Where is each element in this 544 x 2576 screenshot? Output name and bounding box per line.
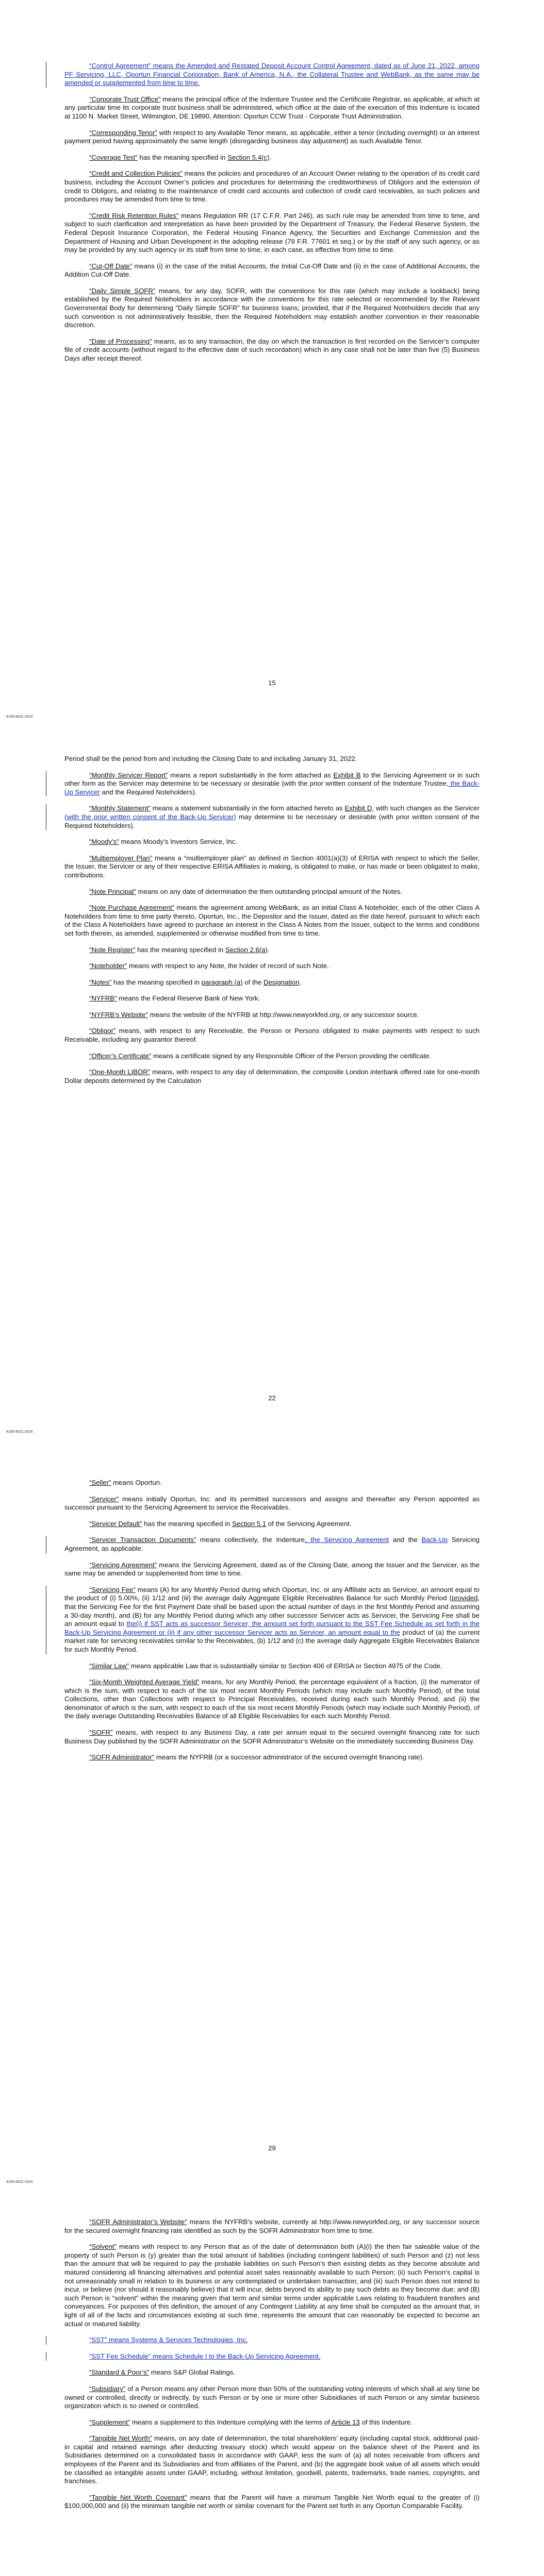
defined-term: “Coverage Test” — [89, 153, 138, 161]
defined-term: “Note Register” — [89, 945, 136, 954]
definition-text: means collectively, the Indenture — [196, 1536, 305, 1544]
cross-reference: Exhibit B — [333, 771, 361, 779]
cross-reference: Article 13 — [331, 2418, 360, 2426]
definition-paragraph — [64, 1520, 480, 1529]
definition-text: means a certificate signed by any Responsible Officer of the Person providing the certificate. — [151, 1052, 432, 1060]
definition-text: means the principal office of the Indenture Trustee and the Certificate Registrar, as applicable, at which at any particular time its corporate trust business shall be administered, which office at the date of the execution of this Indenture is located at 1100 N. Market Street, Wilmington, DE 19890, Attention: Oportun CCW Trust - Corporate Trust Administration. — [64, 95, 480, 120]
defined-term: “Standard & Poor’s” — [89, 2368, 150, 2377]
definition-paragraph — [64, 129, 480, 146]
defined-term: “Servicing Agreement” — [89, 1561, 157, 1569]
document-code: 4165-8021-2024 — [6, 715, 33, 719]
definition-paragraph — [64, 1586, 480, 1654]
defined-term: “SOFR” — [89, 1728, 113, 1737]
definition-text: means with respect to any Person that as of the date of determination both (A)(i) the then fair saleable value of the property of such Person is (y) greater than the total amount of liabilities (including contingent liabilities) of such Person and (z) not less than the amount that will be required to pay the probable liabilities on such Person’s then existing debts as they become absolute and matured considering all financing alternatives and potential asset sales reasonably available to such Person; (ii) such Person’s capital is not unreasonably small in relation to its business or any contemplated or undertaken transaction; and (iii) such Person does not intend to incur, or believe (nor should it reasonably believe) that it will incur, debts beyond its ability to pay such debts as they become due; and (B) such Person is “solvent” within the meaning given that term and similar terms under applicable Laws relating to fraudulent transfers and conveyances. For purposes of this definition, the amount of any Contingent Liability at any time shall be computed as the amount that, in light of all of the facts and circumstances existing at such time, represents the amount that can reasonably be expected to become an actual or matured liability. — [64, 2243, 480, 2328]
defined-term: “Corporate Trust Office” — [89, 95, 161, 103]
document-code: 4165-8021-2024 — [6, 1430, 33, 1434]
definition-paragraph — [64, 212, 480, 255]
defined-term: “Servicing Fee” — [89, 1585, 136, 1594]
document-page-15 — [0, 62, 544, 719]
definition-text: means the policies and procedures of an Account Owner relating to the operation of its credit card business, including the Account Owner’s policies and procedures for determining the creditworthiness of Obligors and the extension of credit to Obligors, and relating to the maintenance of credit card accounts and collection of credit card receivables, as such policies and procedures may be amended from time to time. — [64, 170, 480, 204]
definition-paragraph — [64, 946, 480, 955]
definition-text: and the — [389, 1536, 422, 1544]
definition-paragraph — [64, 337, 480, 363]
defined-term: “Moody’s” — [89, 838, 119, 846]
definition-text: has the meaning specified in — [142, 1519, 233, 1528]
definition-text: means the NYFRB’s website, currently at http://www.newyorkfed.org, or any successor source for the secured overnight financing rate identified as such by the SOFR Administrator from time to time. — [64, 2218, 480, 2234]
definition-text: means, for any day, SOFR, with the conventions for this rate (which may include a lookback) being established by the Required Noteholders in accordance with the conventions for this rate selected or recommended by the Relevant Governmental Body for determining “Daily Simple SOFR” for business loans; provided, that if the Required Noteholders decide that any such convention is not administratively feasible, then the Required Noteholders may establish another convention in their reasonable discretion. — [64, 286, 480, 329]
definition-paragraph — [64, 1052, 480, 1061]
defined-term: “Servicer Default” — [89, 1519, 142, 1528]
definition-paragraph — [64, 962, 480, 971]
defined-term: “Servicer Transaction Documents” — [89, 1536, 196, 1544]
defined-term: “Tangible Net Worth Covenant” — [89, 2493, 187, 2501]
defined-term: “Date of Processing” — [89, 337, 152, 345]
definition-paragraph — [64, 2418, 480, 2427]
definition-paragraph — [64, 1728, 480, 1745]
defined-term: “Officer’s Certificate” — [89, 1052, 152, 1060]
definition-text: means S&P Global Ratings. — [149, 2368, 235, 2377]
defined-term: “Seller” — [89, 1479, 111, 1486]
definition-text: means that the Parent will have a minimum Tangible Net Worth equal to the greater of (i) $100,000,000 and (ii) the minimum tangible net worth or similar covenant for the Parent set forth in any Oportun Comparable Facility. — [64, 2493, 480, 2510]
defined-term: “Six-Month Weighted Average Yield” — [89, 1678, 200, 1686]
cross-reference: Exhibit D — [344, 804, 372, 812]
inserted-text: , the Back-Up Servicer — [64, 779, 480, 796]
definition-text: has the meaning specified in — [135, 945, 225, 954]
inserted-text: “Control Agreement” means the Amended and Restated Deposit Account Control Agreement, dated as of June 21, 2022, among PF Servicing, LLC, Oportun Financial Corporation, Bank of America, N.A., the Collateral Trustee and WebBank, as the same may be amended or supplemented from time to time. — [64, 62, 480, 87]
defined-term: “Obligor” — [89, 1027, 116, 1035]
defined-term: “Supplement” — [89, 2418, 130, 2426]
definition-text: of a Person means any other Person more than 50% of the outstanding voting interests of which shall at any time be owned or controlled, directly or indirectly, by such Person or by one or more other Subsidiaries of such Person or any similar business organization which is so owned or controlled. — [64, 2384, 480, 2410]
definition-text: means initially Oportun, Inc. and its permitted successors and assigns and thereafter any Person appointed as successor pursuant to the Servicing Agreement to service the Receivables. — [64, 1495, 480, 1512]
inserted-text: , the Servicing Agreement — [305, 1536, 389, 1544]
definition-paragraph — [64, 287, 480, 330]
definition-paragraph — [64, 154, 480, 162]
definition-text: means on any date of determination the then outstanding principal amount of the Notes. — [136, 887, 402, 895]
definition-paragraph — [64, 170, 480, 204]
document-page-29 — [0, 1479, 544, 2172]
defined-term: “Tangible Net Worth” — [89, 2434, 152, 2443]
definition-text: means the NYFRB (or a successor administrator of the secured overnight financing rate). — [154, 1753, 424, 1761]
definition-paragraph — [64, 994, 480, 1003]
definition-text: means a report substantially in the form attached as — [168, 771, 334, 779]
defined-term: “Note Purchase Agreement” — [89, 904, 174, 912]
defined-term: “Noteholder” — [89, 962, 127, 970]
definition-paragraph — [64, 2434, 480, 2486]
definition-text: has the meaning specified in — [111, 978, 202, 986]
defined-term: “NYFRB” — [89, 994, 117, 1003]
inserted-text: (with the prior written consent of the Back-Up Servicer) — [64, 812, 236, 821]
definition-text: means (A) for any Monthly Period during which Oportun, Inc. or any Affiliate acts as Servicer, an amount equal to the product of (i) 5.00%, (ii) 1/12 and (iii) the average daily Aggregate Eligible Receivables Balance for such Monthly Period ( — [64, 1585, 480, 1602]
defined-term: “Notes” — [89, 978, 112, 986]
definition-text: Period shall be the period from and including the Closing Date to and including January 31, 2022. — [64, 755, 357, 762]
definition-paragraph — [64, 2385, 480, 2411]
definition-text: means the Servicing Agreement, dated as of the Closing Date, among the Issuer and the Servicer, as the same may be amended or supplemented from time to time. — [64, 1561, 480, 1578]
definition-paragraph — [64, 1027, 480, 1044]
cross-reference: Section 5.1 — [232, 1519, 267, 1528]
definition-text: . — [268, 945, 270, 954]
defined-term: “Subsidiary” — [89, 2384, 126, 2393]
definition-paragraph — [64, 1495, 480, 1512]
definition-text: product of (a) the current market rate for servicing receivables similar to the Receivables, (b) 1/12 and (c) the average daily Aggregate Eligible Receivables Balance for such Monthly Period. — [64, 1628, 480, 1653]
page-number-29: 29 — [268, 2144, 276, 2152]
definition-paragraph — [64, 904, 480, 938]
definition-text: means Oportun. — [111, 1479, 162, 1486]
defined-term: “Multiemployer Plan” — [89, 854, 153, 862]
definition-text: of this Indenture. — [359, 2418, 413, 2426]
definition-text: means the Federal Reserve Bank of New York. — [117, 994, 260, 1003]
definition-text: Servicing Agreement, as applicable. — [64, 1536, 480, 1552]
definition-paragraph — [64, 95, 480, 121]
cross-reference: provided — [451, 1594, 478, 1602]
definition-text: . — [299, 978, 302, 986]
definition-text: with respect to any Available Tenor means, as applicable, either a tenor (including overnight) or an interest payment period having approximately the same length (disregarding business day adjustment) as such Available Tenor. — [64, 128, 480, 145]
defined-term: “SOFR Administrator’s Website” — [89, 2218, 187, 2226]
definition-paragraph — [64, 755, 480, 764]
defined-term: “Monthly Statement” — [89, 804, 151, 812]
definition-text: means, on any date of determination, the total shareholders’ equity (including capital stock, additional paid-in capital and retained earnings after deducting treasury stock) which would appear on the balance sheet of the Parent and its Subsidiaries determined on a consolidated basis in accordance with GAAP, less the sum of (a) all notes receivable from officers and employees of the Parent and its Subsidiaries and from affiliates of the Parent, and (b) the aggregate book value of all assets which would be classified as intangible assets under GAAP, including, without limitation, goodwill, patents, trademarks, trade names, copyrights, and franchises. — [64, 2434, 480, 2485]
definition-paragraph — [64, 1662, 480, 1671]
definition-paragraph — [64, 1536, 480, 1553]
definition-text: means, with respect to any Receivable, the Person or Persons obligated to make payments with respect to such Receivable, including any guarantor thereof. — [64, 1027, 480, 1044]
definition-text: of the — [242, 978, 263, 986]
definition-text: means Moody’s Investors Service, Inc. — [119, 838, 237, 846]
definition-text: , with such changes as the Servicer — [372, 804, 480, 812]
document-page-30 — [0, 2218, 544, 2576]
defined-term: “Daily Simple SOFR” — [89, 286, 156, 295]
cross-reference: Designation — [263, 978, 300, 986]
definition-text: and the Required Noteholders). — [100, 788, 197, 796]
defined-term: “Note Principal” — [89, 887, 136, 895]
defined-term: “NYFRB’s Website” — [89, 1010, 148, 1019]
definition-text: means, with respect to any Business Day, a rate per annum equal to the secured overnight financing rate for such Business Day published by the SOFR Administrator on the SOFR Administrator’s Website on the immediately succeeding Business Day. — [64, 1728, 480, 1745]
defined-term: “Corresponding Tenor” — [89, 128, 157, 137]
definition-paragraph — [64, 804, 480, 830]
inserted-text: the(i) if SST acts as successor Servicer, the amount set forth pursuant to the SST Fee Schedule as set forth in the Back-Up Servicing Agreement or (ii) if any other successor Servicer acts as Servicer, an amount equal to the — [64, 1620, 480, 1636]
definition-paragraph — [64, 2368, 480, 2377]
definition-text: . — [269, 153, 272, 161]
definition-paragraph — [64, 2352, 480, 2361]
definition-paragraph — [64, 1753, 480, 1762]
definition-text: means with respect to any Note, the holder of record of such Note. — [127, 962, 329, 970]
definition-paragraph — [64, 1678, 480, 1721]
defined-term: “Credit and Collection Policies” — [89, 170, 183, 178]
definition-text: means, with respect to any day of determination, the composite London interbank offered rate for one-month Dollar deposits determined by the Calculation — [64, 1068, 480, 1084]
defined-term: “One-Month LIBOR” — [89, 1068, 151, 1076]
definition-paragraph — [64, 2218, 480, 2235]
definition-paragraph — [64, 2243, 480, 2328]
definition-text: has the meaning specified in — [137, 153, 228, 161]
definition-paragraph — [64, 1561, 480, 1578]
definition-text: may determine to be necessary or desirable (with prior written consent of the Required Noteholders). — [64, 812, 480, 829]
definition-text: to the Servicing Agreement or in such other form as the Servicer may determine to be necessary or desirable (with the prior written consent of the Indenture Trustee — [64, 771, 480, 788]
page-number-22: 22 — [268, 1394, 276, 1402]
defined-term: “Credit Risk Retention Rules” — [89, 211, 179, 219]
definition-text: means a “multiemployer plan” as defined in Section 4001(a)(3) of ERISA with respect to which the Seller, the Issuer, the Servicer or any of their respective ERISA Affiliates is making, is obligated to make, or has made or been obligated to make, contributions. — [64, 854, 480, 879]
defined-term: “Servicer” — [89, 1495, 119, 1503]
inserted-text: “SST Fee Schedule” means Schedule I to the Back-Up Servicing Agreement. — [89, 2352, 321, 2360]
definition-paragraph — [64, 62, 480, 88]
definition-paragraph — [64, 978, 480, 987]
definition-paragraph — [64, 2494, 480, 2511]
definition-paragraph — [64, 1011, 480, 1020]
definition-paragraph — [64, 854, 480, 880]
definition-text: of the Servicing Agreement. — [266, 1519, 352, 1528]
cross-reference: Section 5.4(c) — [227, 153, 270, 161]
definition-paragraph — [64, 888, 480, 896]
definition-text: means a statement substantially in the form attached hereto as — [150, 804, 345, 812]
definition-paragraph — [64, 771, 480, 797]
definition-paragraph — [64, 1068, 480, 1085]
definition-text: , that the Servicing Fee for the first Payment Date shall be based upon the actual number of days in the first Monthly Period and assuming a 30-day month), and (B) for any Monthly Period during which any other successor Servicer acts as Servicer, the Servicing Fee shall be an amount equal to — [64, 1594, 480, 1628]
definition-paragraph — [64, 2336, 480, 2345]
inserted-text: Back-Up — [421, 1536, 448, 1544]
definition-text: means Regulation RR (17 C.F.R. Part 246), as such rule may be amended from time to time, and subject to such clarification and interpretation as have been provided by the Department of Treasury, the Federal Reserve System, the Federal Deposit Insurance Corporation, the Federal Housing Finance Agency, the Securities and Exchange Commission and the Department of Housing and Urban Development in the adopting release (79 F.R. 77601 et seq.) or by the staff of any such agency, or as may be provided by any such agency or its staff from time to time, in each case, as effective from time to time. — [64, 211, 480, 254]
defined-term: “Cut-Off Date” — [89, 262, 133, 270]
definition-text: means, for any Monthly Period, the percentage equivalent of a fraction, (i) the numerator of which is the sum, with respect to each of the six most recent Monthly Periods (which may include such Monthly Period), of the total Collections, other than Collections with respect to Principal Receivables, received during each such Monthly Period, and (ii) the denominator of which is the sum, with respect to each of the six most recent Monthly Periods (which may include such Monthly Period), of the daily average Outstanding Receivables Balance of all Eligible Receivables for each such Monthly Period. — [64, 1678, 480, 1720]
defined-term: “SOFR Administrator” — [89, 1753, 155, 1761]
document-code: 4165-8021-2024 — [6, 2180, 33, 2184]
page-number-15: 15 — [268, 679, 276, 687]
defined-term: “Similar Law” — [89, 1662, 129, 1670]
definition-text: means the agreement among WebBank, as an initial Class A Noteholder, each of the other Class A Noteholders from time to time party thereto, Oportun, Inc., the Depositor and the Issuer, dated as the date hereof, pursuant to which each of the Class A Noteholders have agreed to purchase an interest in the Class A Notes from the Issuer, subject to the terms and conditions set forth therein, as amended, supplemented or otherwise modified from time to time. — [64, 904, 480, 937]
defined-term: “Solvent” — [89, 2243, 117, 2251]
definition-paragraph — [64, 1479, 480, 1487]
definition-text: means applicable Law that is substantially similar to Section 406 of ERISA or Section 4975 of the Code. — [128, 1662, 442, 1670]
definition-text: means the website of the NYFRB at http://www.newyorkfed.org, or any successor source. — [147, 1010, 419, 1019]
definition-text: means a supplement to this Indenture complying with the terms of — [130, 2418, 332, 2426]
definition-text: means, as to any transaction, the day on which the transaction is first recorded on the Servicer’s computer file of credit accounts (without regard to the effective date of such recordation) which in any case shall not be later than five (5) Business Days after receipt thereof. — [64, 337, 480, 363]
definition-paragraph — [64, 262, 480, 279]
defined-term: “Monthly Servicer Report” — [89, 771, 168, 779]
cross-reference: paragraph (a) — [201, 978, 243, 986]
definition-paragraph — [64, 838, 480, 846]
document-page-22 — [0, 755, 544, 1419]
cross-reference: Section 2.6(a) — [225, 945, 268, 954]
definition-text: means (i) in the case of the Initial Accounts, the Initial Cut-Off Date and (ii) in the case of Additional Accounts, the Addition Cut-Off Date. — [64, 262, 480, 279]
inserted-text: “SST” means Systems & Services Technologies, Inc. — [89, 2336, 248, 2344]
